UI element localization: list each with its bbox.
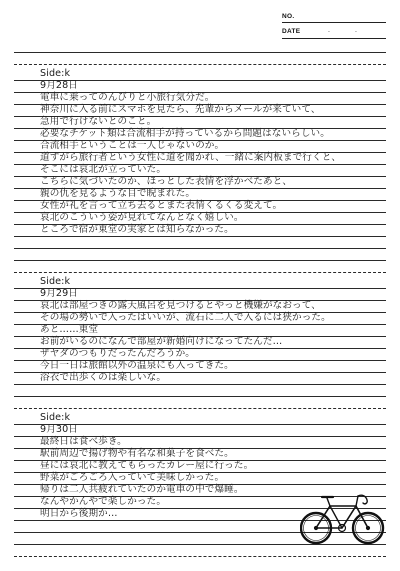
entry-line: 神奈川に入る前にスマホを見たら、先輩からメールが来ていて、 [40, 104, 321, 115]
entry-line: 親の仇を見るような目で睨まれた。 [40, 188, 196, 199]
entry-heading: Side:k [40, 276, 71, 287]
ruled-line-dashed [14, 64, 386, 65]
entry-line: 急用で行けないとのこと。 [40, 116, 157, 127]
entry-line: ところで宿が東堂の実家とは知らなかった。 [40, 224, 234, 235]
entry-line: ザヤダのつもりだったんだろうか。 [40, 348, 196, 359]
entry-line: 浴衣で出歩くのは楽しいな。 [40, 372, 167, 383]
ruled-line [14, 236, 386, 237]
entry-line: 哀北は部屋つきの露天風呂を見つけるとやっと機嫌がなおって、 [40, 300, 321, 311]
entry-line: 帰りは二人共疲れていたのか電車の中で爆睡。 [40, 484, 244, 495]
entry-date: 9月28日 [40, 80, 78, 91]
ruled-line-dashed [14, 272, 386, 273]
entry-line: 明日から後期か… [40, 508, 118, 519]
entry-line: 合流相手ということは一人じゃないのか。 [40, 140, 225, 151]
entry-line: 哀北のこういう姿が見れてなんとなく嬉しい。 [40, 212, 244, 223]
entry-line: そこには哀北が立っていた。 [40, 164, 167, 175]
entry-line: 今日一日は旅館以外の温泉にも入ってきた。 [40, 360, 234, 371]
ruled-line [14, 260, 386, 261]
ruled-line-dashed [14, 556, 386, 557]
date-label: DATE [282, 28, 301, 35]
entry-line: 昼には哀北に教えてもらったカレー屋に行った。 [40, 460, 254, 471]
entry-line: その場の勢いで入ったはいいが、流石に二人で入るには狭かった。 [40, 312, 331, 323]
entry-line: こちらに気づいたのか、ほっとした表情を浮かべたあと、 [40, 176, 293, 187]
no-label: NO. [282, 13, 295, 20]
ruled-line [14, 52, 386, 53]
date-underline [282, 38, 386, 39]
entry-line: 女性が礼を言って立ち去るとまた表情くるくる変えて。 [40, 200, 283, 211]
ruled-line [14, 384, 386, 385]
ruled-line [14, 396, 386, 397]
date-separator: . [328, 27, 330, 34]
entry-line: 道すがら旅行者という女性に道を聞かれ、一緒に案内板まで行くと、 [40, 152, 342, 163]
entry-line: お前がいるのになんで部屋が新婚向けになってたんだ… [40, 336, 283, 347]
entry-heading: Side:k [40, 68, 71, 79]
entry-line: なんやかんやで楽しかった。 [40, 496, 167, 507]
entry-line: 最終日は食べ歩き。 [40, 436, 127, 447]
entry-date: 9月29日 [40, 288, 78, 299]
bicycle-icon [300, 484, 386, 546]
date-separator: . [355, 27, 357, 34]
ruled-line-dashed [14, 408, 386, 409]
ruled-line [14, 248, 386, 249]
entry-date: 9月30日 [40, 424, 78, 435]
entry-heading: Side:k [40, 412, 71, 423]
no-underline [282, 22, 386, 23]
entry-line: あと……東堂 [40, 324, 99, 335]
entry-line: 駅前周辺で揚げ物や有名な和菓子を食べた。 [40, 448, 234, 459]
entry-line: 野菜がごろごろ入っていて美味しかった。 [40, 472, 225, 483]
entry-line: 電車に乗ってのんびりと小旅行気分だ。 [40, 92, 215, 103]
entry-line: 必要なチケット類は合流相手が持っているから問題はないらしい。 [40, 128, 330, 139]
